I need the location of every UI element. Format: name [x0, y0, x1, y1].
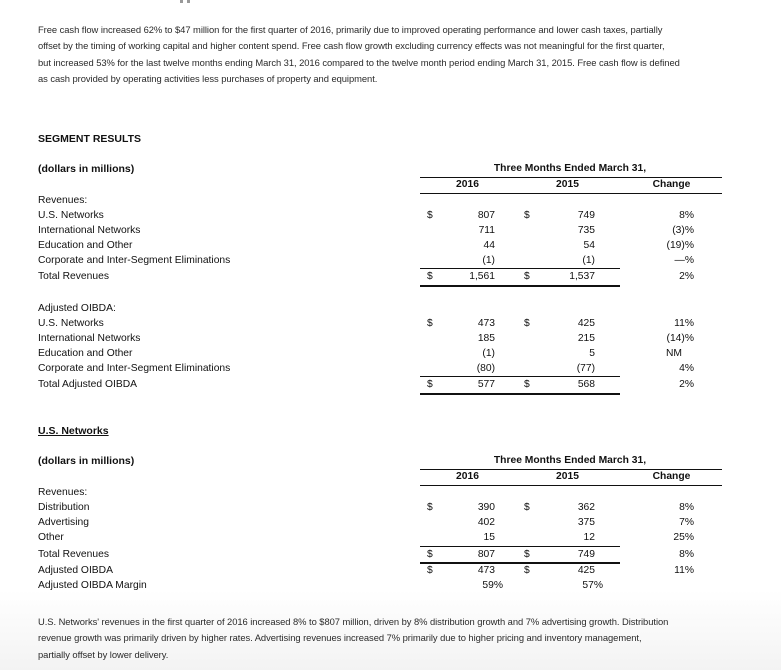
value-2016: 711	[478, 225, 495, 236]
col-2016: 2016	[456, 471, 479, 482]
closing-line: U.S. Networks' revenues in the first quarter of 2016 increased 8% to $807 million, driven by 8% distribution growth and 7% advertising growth. Distribution	[38, 616, 669, 627]
value-change: 8%	[679, 549, 694, 560]
value-2015: (1)	[582, 255, 595, 266]
value-2016: 577	[477, 379, 495, 390]
value-2016: 473	[477, 565, 495, 576]
row-label: Corporate and Inter-Segment Eliminations	[38, 363, 231, 374]
value-2015: (77)	[576, 363, 595, 374]
value-change: 11%	[674, 318, 694, 329]
currency-symbol: $	[427, 565, 433, 576]
subtotal-rule	[420, 376, 620, 377]
value-2016: 15	[483, 532, 495, 543]
value-change: 4%	[679, 363, 694, 374]
row-label: U.S. Networks	[38, 318, 104, 329]
col-change: Change	[652, 471, 691, 482]
value-2016: 390	[477, 502, 495, 513]
period-header: Three Months Ended March 31,	[493, 455, 647, 466]
subtotal-rule	[420, 546, 620, 547]
value-change: 7%	[679, 517, 694, 528]
col-change: Change	[652, 179, 691, 190]
value-2016: 402	[477, 517, 495, 528]
value-2015: 54	[583, 240, 595, 251]
value-2016: 59%	[482, 580, 503, 591]
us-networks-title: U.S. Networks	[38, 425, 109, 437]
value-2015: 215	[577, 333, 595, 344]
segment-units-label: (dollars in millions)	[38, 163, 135, 175]
row-label: Other	[38, 532, 64, 543]
currency-symbol: $	[427, 318, 433, 329]
currency-symbol: $	[427, 549, 433, 560]
value-change: NM	[666, 348, 683, 359]
value-2015: 425	[577, 565, 595, 576]
header-rule	[420, 177, 722, 178]
currency-symbol: $	[524, 271, 530, 282]
us-networks-units-label: (dollars in millions)	[38, 455, 135, 467]
row-label: Total Revenues	[38, 271, 109, 282]
value-2016: 807	[477, 549, 495, 560]
period-header: Three Months Ended March 31,	[493, 163, 647, 174]
total-double-rule	[420, 285, 620, 287]
value-2015: 425	[577, 318, 595, 329]
value-2015: 749	[577, 210, 595, 221]
value-2015: 735	[577, 225, 595, 236]
closing-line: partially offset by lower delivery.	[38, 648, 169, 660]
value-2015: 57%	[582, 580, 603, 591]
value-2016: 185	[477, 333, 495, 344]
currency-symbol: $	[524, 210, 530, 221]
value-2015: 5	[589, 348, 595, 359]
intro-line: offset by the timing of working capital and higher content spend. Free cash flow growth excluding currency effects was not meaningful for the first quarter,	[38, 40, 665, 52]
value-change: 2%	[679, 271, 694, 282]
row-label: Education and Other	[38, 348, 133, 359]
closing-paragraph	[38, 614, 738, 663]
revenues-section-label: Revenues:	[38, 487, 88, 498]
subtotal-rule	[420, 268, 620, 269]
header-bottom-rule	[420, 193, 722, 194]
value-2015: 12	[583, 532, 595, 543]
intro-line: Free cash flow increased 62% to $47 million for the first quarter of 2016, primarily due to improved operating performance and lower cash taxes, partially	[38, 24, 663, 35]
col-2015: 2015	[556, 471, 579, 482]
row-label: Adjusted OIBDA Margin	[38, 580, 147, 591]
header-bottom-rule	[420, 485, 722, 486]
value-change: (14)%	[666, 333, 694, 344]
value-2015: 362	[577, 502, 595, 513]
value-2016: (80)	[476, 363, 495, 374]
value-change: 25%	[673, 532, 694, 543]
row-label: Corporate and Inter-Segment Eliminations	[38, 255, 231, 266]
page-top-artifact	[180, 0, 192, 4]
row-label: International Networks	[38, 225, 141, 236]
value-2016: 473	[477, 318, 495, 329]
value-change: 11%	[674, 565, 694, 576]
value-2015: 749	[577, 549, 595, 560]
header-rule	[420, 469, 722, 470]
value-2015: 568	[577, 379, 595, 390]
value-2016: 1,561	[469, 271, 495, 282]
oibda-section-label: Adjusted OIBDA:	[38, 303, 116, 314]
intro-line: but increased 53% for the last twelve months ending March 31, 2016 compared to the twelve month period ending March 31, 2015. Free cash flow is defined	[38, 56, 680, 68]
row-label: Adjusted OIBDA	[38, 565, 113, 576]
row-label: Total Adjusted OIBDA	[38, 379, 138, 390]
row-label: International Networks	[38, 333, 141, 344]
currency-symbol: $	[427, 210, 433, 221]
currency-symbol: $	[427, 271, 433, 282]
intro-paragraph	[38, 22, 738, 87]
col-2016: 2016	[456, 179, 479, 190]
value-change: (3)%	[672, 225, 694, 236]
value-change: (19)%	[666, 240, 694, 251]
value-change: 8%	[679, 210, 694, 221]
currency-symbol: $	[524, 379, 530, 390]
value-change: 2%	[679, 379, 694, 390]
value-2016: (1)	[482, 348, 495, 359]
row-label: Total Revenues	[38, 549, 109, 560]
revenues-section-label: Revenues:	[38, 195, 88, 206]
currency-symbol: $	[524, 549, 530, 560]
closing-line: revenue growth was primarily driven by higher rates. Advertising revenues increased 7% primarily due to higher pricing and inventory management,	[38, 632, 642, 644]
currency-symbol: $	[427, 379, 433, 390]
row-label: Distribution	[38, 502, 90, 513]
col-2015: 2015	[556, 179, 579, 190]
intro-line: as cash provided by operating activities less purchases of property and equipment.	[38, 72, 378, 84]
currency-symbol: $	[427, 502, 433, 513]
currency-symbol: $	[524, 502, 530, 513]
segment-results-title: SEGMENT RESULTS	[38, 133, 142, 145]
value-2016: 44	[483, 240, 495, 251]
currency-symbol: $	[524, 318, 530, 329]
total-double-rule	[420, 393, 620, 395]
value-change: —%	[674, 255, 694, 266]
value-2016: 807	[477, 210, 495, 221]
value-2015: 1,537	[569, 271, 595, 282]
row-label: U.S. Networks	[38, 210, 104, 221]
value-2016: (1)	[482, 255, 495, 266]
value-2015: 375	[577, 517, 595, 528]
value-change: 8%	[679, 502, 694, 513]
row-label: Advertising	[38, 517, 89, 528]
total-double-rule	[420, 562, 620, 564]
currency-symbol: $	[524, 565, 530, 576]
row-label: Education and Other	[38, 240, 133, 251]
